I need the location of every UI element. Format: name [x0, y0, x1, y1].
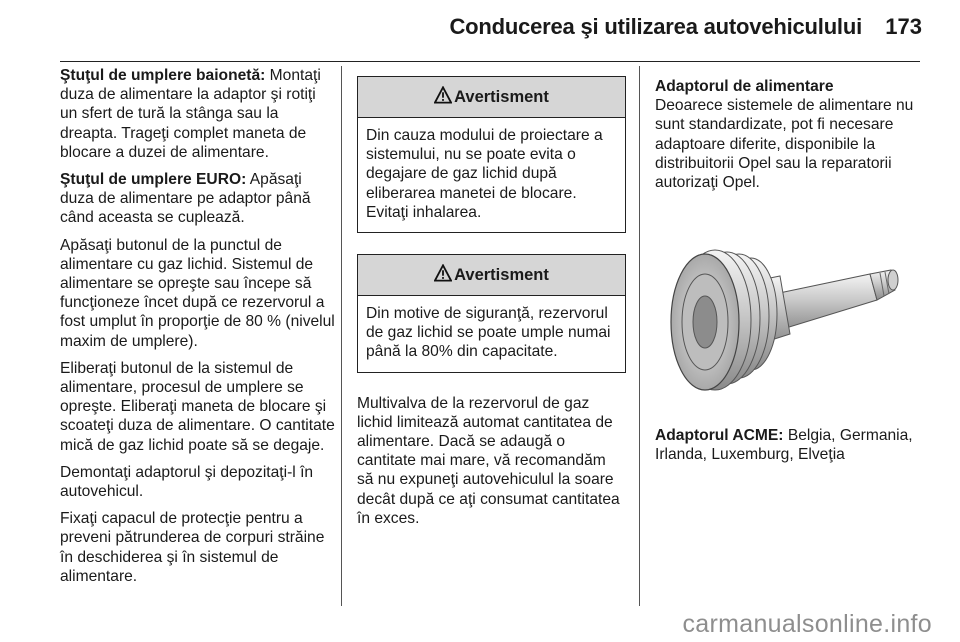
warning-triangle-icon: [434, 86, 452, 104]
watermark: carmanualsonline.info: [682, 610, 932, 638]
paragraph-euro: Ştuţul de umplere EURO: Apăsaţi duza de alimentare pe adaptor până când aceasta se cuplează.: [60, 171, 311, 227]
column-left: [60, 66, 336, 594]
term-acme: Adaptorul ACME:: [655, 427, 784, 445]
paragraph: Deoarece sistemele de alimentare nu sunt standardizate, pot fi necesare adaptoare diferite, disponibile la distribuitorii Opel sau la reparatorii autorizaţi Opel.: [655, 97, 914, 192]
acme-adapter-illustration: [655, 204, 917, 414]
column-right: [655, 77, 925, 473]
warning-title: Avertisment: [454, 88, 549, 106]
paragraph: Fixaţi capacul de protecţie pentru a preveni pătrunderea de corpuri străine în deschiderea şi în sistemul de alimentare.: [60, 510, 325, 585]
warning-text: Din motive de siguranţă, rezervorul de gaz lichid se poate umple numai până la 80% din capacitate.: [366, 305, 611, 361]
warning-text: Din cauza modului de proiectare a sistemului, nu se poate evita o degajare de gaz lichid după eliberarea manetei de blocare. Evitaţi inhalarea.: [366, 127, 603, 221]
running-header-title: Conducerea şi utilizarea autovehiculului: [449, 14, 862, 39]
term-euro: Ştuţul de umplere EURO:: [60, 171, 247, 189]
page-number: 173: [885, 14, 922, 39]
warning-title: Avertisment: [454, 266, 549, 285]
paragraph: Eliberaţi butonul de la sistemul de alimentare, procesul de umplere se opreşte. Eliberaţi maneta de blocare şi scoateţi duza de alimentare. O cantitate mică de gaz lichid poate să se degaje.: [60, 359, 335, 454]
paragraph-bayonet: Ştuţul de umplere baionetă: Montaţi duza de alimentare la adaptor şi rotiţi un sfert de tură la stânga sau la dreapta. Trageţi complet maneta de blocare a duzei de alimentare.: [60, 67, 321, 161]
column-divider: [639, 66, 640, 606]
adapter-image: [655, 204, 917, 414]
paragraph: Demontaţi adaptorul şi depozitaţi-l în autovehicul.: [60, 463, 314, 501]
section-heading: Adaptorul de alimentare: [655, 78, 834, 95]
paragraph-acme: Adaptorul ACME: Belgia, Germania, Irlanda, Luxemburg, Elveţia: [655, 427, 913, 464]
paragraph: Multivalva de la rezervorul de gaz lichid limitează automat cantitatea de alimentare. Dacă se adaugă o cantitate mai mare, vă recomandăm să nu expuneţi autovehiculul la soare decât după ce aţi consumat cantitatea în exces.: [357, 394, 620, 527]
header-rule: [60, 61, 920, 62]
column-middle: [357, 76, 626, 536]
warning-box: [357, 254, 626, 373]
warning-header: [358, 77, 625, 118]
warning-header: [358, 255, 625, 296]
warning-box: [357, 76, 626, 233]
warning-triangle-icon: [434, 264, 452, 282]
term-bayonet: Ştuţul de umplere baionetă:: [60, 67, 266, 84]
column-divider: [341, 66, 342, 606]
paragraph: Apăsaţi butonul de la punctul de alimentare cu gaz lichid. Sistemul de alimentare se opreşte sau începe să funcţioneze încet după ce rezervorul a fost umplut în proporţie de 80 % (nivelul maxim de umplere).: [60, 236, 335, 350]
